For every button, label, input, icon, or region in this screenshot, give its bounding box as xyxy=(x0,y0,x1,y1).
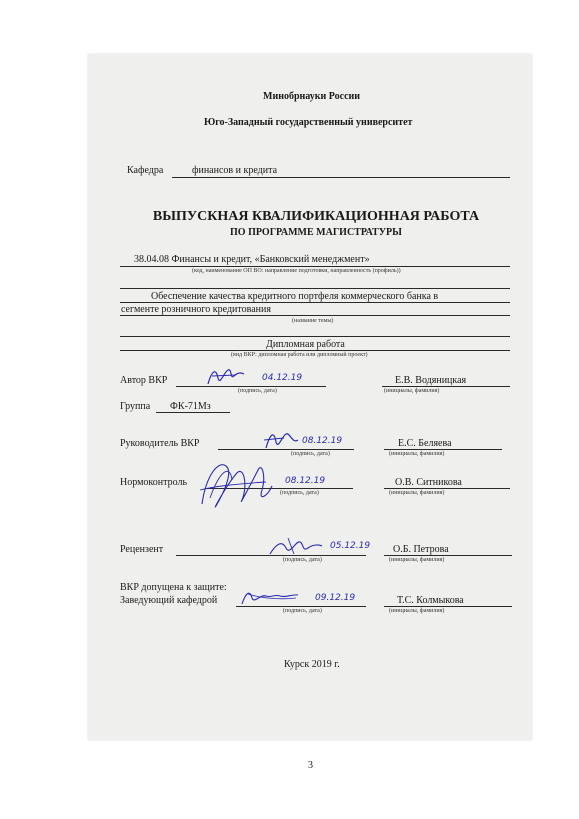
department-underline xyxy=(172,177,510,178)
topic-line1-underline xyxy=(120,302,510,303)
topic-line1: Обеспечение качества кредитного портфеля коммерческого банка в xyxy=(151,291,439,302)
normcontrol-date: 08.12.19 xyxy=(285,476,326,486)
program-value: 38.04.08 Финансы и кредит, «Банковский менеджмент» xyxy=(134,254,370,265)
supervisor-name-line xyxy=(384,449,502,450)
author-name-line xyxy=(382,386,510,387)
reviewer-date: 05.12.19 xyxy=(330,541,371,551)
supervisor-sign-caption: (подпись, дата) xyxy=(291,451,330,457)
topic-line2-underline xyxy=(120,315,510,316)
normcontrol-name-caption: (инициалы, фамилия) xyxy=(389,490,445,496)
work-type-underline xyxy=(120,350,510,351)
author-name-caption: (инициалы, фамилия) xyxy=(384,388,440,394)
normcontrol-signature xyxy=(196,456,276,514)
department-label: Кафедра xyxy=(127,165,164,176)
head-sign-caption: (подпись, дата) xyxy=(283,608,322,614)
reviewer-sign-caption: (подпись, дата) xyxy=(283,557,322,563)
head-name-caption: (инициалы, фамилия) xyxy=(389,608,445,614)
reviewer-name: О.Б. Петрова xyxy=(393,544,449,555)
author-label: Автор ВКР xyxy=(120,375,168,386)
department-value: финансов и кредита xyxy=(192,165,278,176)
page-number: 3 xyxy=(308,760,313,771)
supervisor-date: 08.12.19 xyxy=(302,436,343,446)
reviewer-label: Рецензент xyxy=(120,544,164,555)
program-caption: (код, наименование ОП ВО: направление подготовки, направленность (профиль)) xyxy=(192,268,401,274)
topic-caption: (название темы) xyxy=(292,318,334,324)
admission-statement: ВКР допущена к защите: xyxy=(120,582,227,593)
supervisor-signature xyxy=(262,428,302,452)
topic-blank-line xyxy=(120,336,510,337)
author-name: Е.В. Водяницкая xyxy=(395,375,467,386)
head-signature xyxy=(240,586,300,608)
topic-top-line xyxy=(120,288,510,289)
reviewer-name-line xyxy=(384,555,512,556)
author-sign-caption: (подпись, дата) xyxy=(238,388,277,394)
scanned-page xyxy=(88,54,532,740)
city-year: Курск 2019 г. xyxy=(284,659,340,670)
author-signature xyxy=(206,366,246,388)
program-underline xyxy=(120,266,510,267)
author-signature-line xyxy=(176,386,326,387)
author-date: 04.12.19 xyxy=(262,373,303,383)
supervisor-name-caption: (инициалы, фамилия) xyxy=(389,451,445,457)
supervisor-name: Е.С. Беляева xyxy=(398,438,452,449)
group-value: ФК-71Мз xyxy=(170,401,211,412)
group-underline xyxy=(156,412,230,413)
reviewer-name-caption: (инициалы, фамилия) xyxy=(389,557,445,563)
work-type-value: Дипломная работа xyxy=(266,339,345,350)
normcontrol-name-line xyxy=(384,488,510,489)
reviewer-signature xyxy=(268,534,324,558)
university-name: Юго-Западный государственный университет xyxy=(204,117,413,128)
normcontrol-label: Нормоконтроль xyxy=(120,477,188,488)
normcontrol-sign-caption: (подпись, дата) xyxy=(280,490,319,496)
head-name-line xyxy=(384,606,512,607)
group-label: Группа xyxy=(120,401,151,412)
topic-line2: сегменте розничного кредитования xyxy=(121,304,271,315)
head-of-department-label: Заведующий кафедрой xyxy=(120,595,218,606)
head-name: Т.С. Колмыкова xyxy=(397,595,464,606)
normcontrol-name: О.В. Ситникова xyxy=(395,477,462,488)
document-title: ВЫПУСКНАЯ КВАЛИФИКАЦИОННАЯ РАБОТА xyxy=(152,209,480,224)
supervisor-label: Руководитель ВКР xyxy=(120,438,200,449)
document-subtitle: ПО ПРОГРАММЕ МАГИСТРАТУРЫ xyxy=(230,227,402,238)
work-type-caption: (вид ВКР: дипломная работа или дипломный проект) xyxy=(231,352,368,358)
head-date: 09.12.19 xyxy=(315,593,356,603)
ministry-name: Минобрнауки России xyxy=(263,91,361,102)
